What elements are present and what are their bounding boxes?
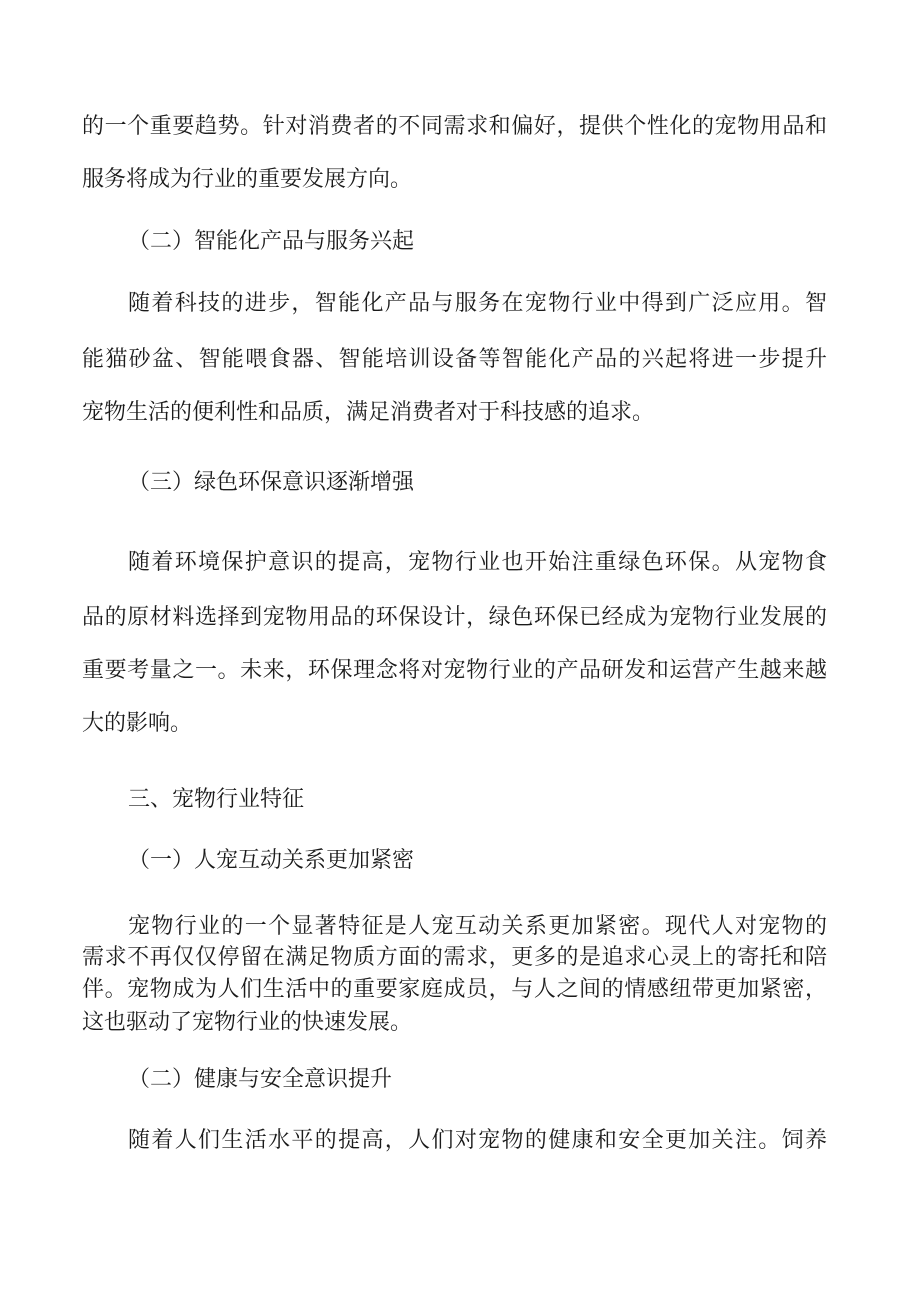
subheading-interaction: （一）人宠互动关系更加紧密 bbox=[128, 848, 415, 873]
paragraph-line: 宠物生活的便利性和品质，满足消费者对于科技感的追求。 bbox=[82, 400, 655, 425]
section-title: 三、宠物行业特征 bbox=[128, 787, 305, 812]
paragraph-line: 这也驱动了宠物行业的快速发展。 bbox=[82, 1010, 413, 1035]
paragraph-line: 大的影响。 bbox=[82, 711, 193, 736]
subheading-smart-products: （二）智能化产品与服务兴起 bbox=[128, 229, 415, 254]
paragraph-line: 的一个重要趋势。针对消费者的不同需求和偏好，提供个性化的宠物用品和 bbox=[82, 114, 827, 139]
subheading-health: （二）健康与安全意识提升 bbox=[128, 1067, 393, 1092]
paragraph-line: 随着环境保护意识的提高，宠物行业也开始注重绿色环保。从宠物食 bbox=[128, 550, 827, 575]
paragraph-line: 随着科技的进步，智能化产品与服务在宠物行业中得到广泛应用。智 bbox=[128, 291, 827, 316]
subheading-green: （三）绿色环保意识逐渐增强 bbox=[128, 470, 415, 495]
paragraph-line: 品的原材料选择到宠物用品的环保设计，绿色环保已经成为宠物行业发展的 bbox=[82, 605, 827, 630]
paragraph-line: 服务将成为行业的重要发展方向。 bbox=[82, 167, 413, 192]
paragraph-line: 重要考量之一。未来，环保理念将对宠物行业的产品研发和运营产生越来越 bbox=[82, 658, 827, 683]
paragraph-line: 随着人们生活水平的提高，人们对宠物的健康和安全更加关注。饲养 bbox=[128, 1128, 827, 1153]
paragraph-line: 能猫砂盆、智能喂食器、智能培训设备等智能化产品的兴起将进一步提升 bbox=[82, 347, 827, 372]
paragraph-line: 宠物行业的一个显著特征是人宠互动关系更加紧密。现代人对宠物的 bbox=[128, 914, 827, 939]
paragraph-line: 需求不再仅仅停留在满足物质方面的需求，更多的是追求心灵上的寄托和陪 bbox=[82, 945, 827, 970]
paragraph-line: 伴。宠物成为人们生活中的重要家庭成员，与人之间的情感纽带更加紧密， bbox=[82, 977, 827, 1002]
